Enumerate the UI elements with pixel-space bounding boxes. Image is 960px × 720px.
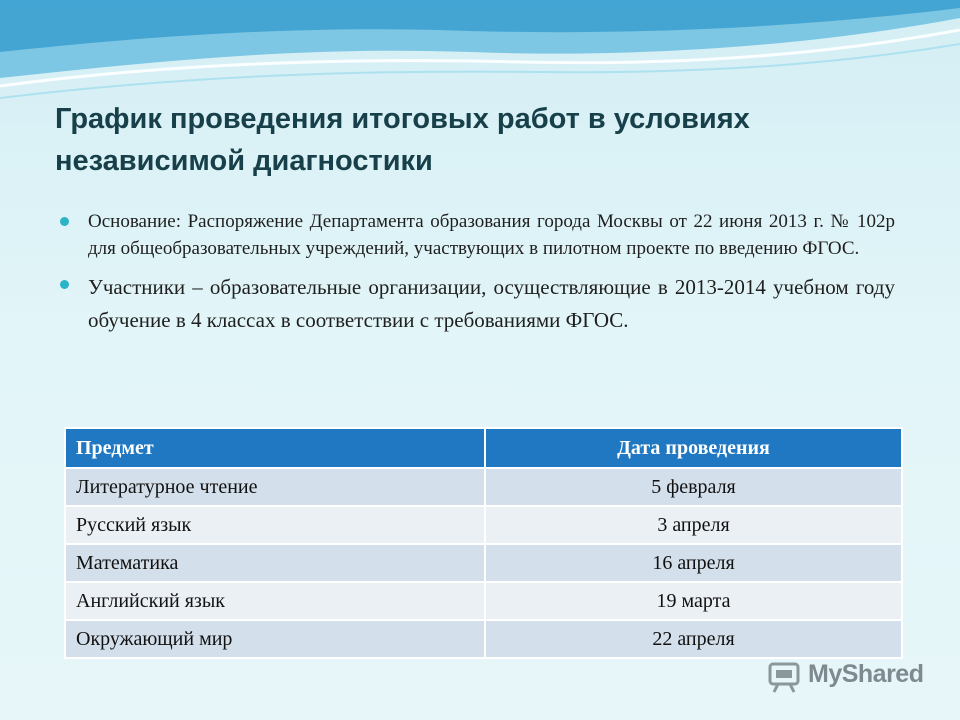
watermark-text[interactable]: MyShared — [808, 660, 924, 688]
subject-cell: Английский язык — [65, 582, 485, 620]
date-cell: 16 апреля — [485, 544, 902, 582]
header-subject: Предмет — [65, 428, 485, 468]
slide-title: График проведения итоговых работ в условиях независимой диагностики — [55, 103, 750, 177]
subject-cell: Математика — [65, 544, 485, 582]
bullet-participants-text: Участники – образовательные организации, осуществляющие в 2013-2014 учебном году обучение в 4 классах в соответствии с требованиями ФГОС. — [88, 275, 895, 332]
bullet-dot-icon — [60, 280, 69, 289]
schedule-table — [64, 427, 903, 659]
subject-cell: Окружающий мир — [65, 620, 485, 658]
bullet-list — [60, 208, 895, 337]
date-cell: 5 февраля — [485, 468, 902, 506]
table-row — [65, 468, 902, 506]
table-row — [65, 582, 902, 620]
date-cell: 22 апреля — [485, 620, 902, 658]
table-row — [65, 544, 902, 582]
table-row — [65, 620, 902, 658]
table-header-row — [65, 428, 902, 468]
header-date: Дата проведения — [485, 428, 902, 468]
bullet-basis-text: Основание: Распоряжение Департамента образования города Москвы от 22 июня 2013 г. № 102р для общеобразовательных учреждений, участвующих в пилотном проекте по введению ФГОС. — [88, 211, 895, 259]
date-cell: 3 апреля — [485, 506, 902, 544]
subject-cell: Русский язык — [65, 506, 485, 544]
subject-cell: Литературное чтение — [65, 468, 485, 506]
decorative-waves — [0, 0, 960, 110]
bullet-dot-icon — [60, 217, 69, 226]
bullet-participants — [60, 271, 895, 337]
date-cell: 19 марта — [485, 582, 902, 620]
bullet-basis — [60, 208, 895, 262]
table-row — [65, 506, 902, 544]
